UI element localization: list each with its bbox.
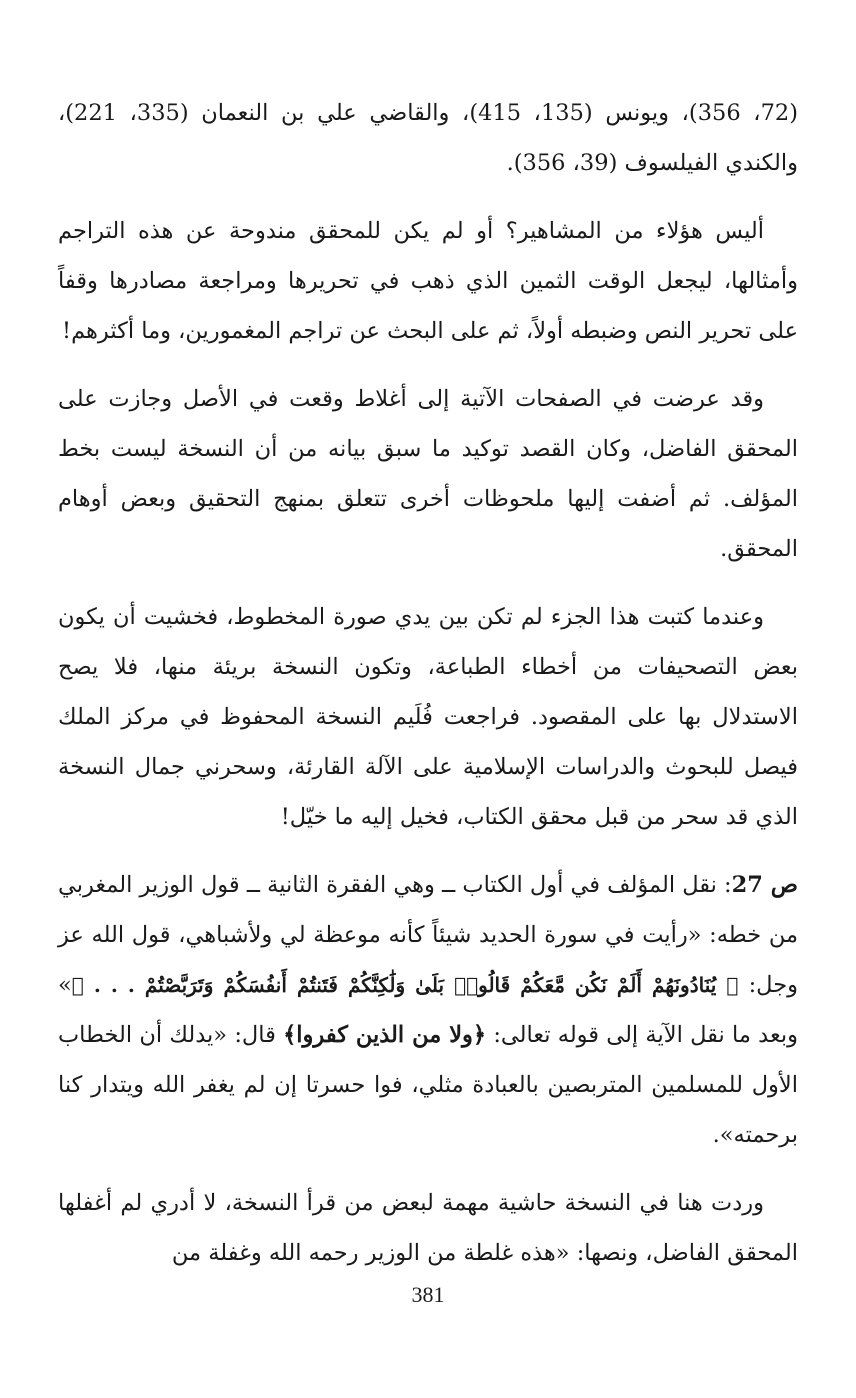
entry-label: ص 27 bbox=[731, 872, 798, 898]
paragraph-manuscript: وعندما كتبت هذا الجزء لم تكن بين يدي صورة المخطوط، فخشيت أن يكون بعض التصحيفات من أخطاء الطباعة، وتكون النسخة بريئة منها، فلا يصح الاستدلال بها على المقصود. فراجعت فُلَيم النسخة المحفوظ في مركز الملك فيصل للبحوث والدراسات الإسلامية على الآلة القارئة، وسحرني جمال النسخة الذي قد سحر من قبل محقق الكتاب، فخيل إليه ما خيّل! bbox=[58, 604, 798, 830]
paragraph-citations: (72، 356)، ويونس (135، 415)، والقاضي علي بن النعمان (335، 221)، والكندي الفيلسوف (39، 356). bbox=[58, 100, 798, 176]
entry-text-3: قال: «يدلك أن الخطاب الأول للمسلمين المتربصين بالعبادة مثلي، فوا حسرتا إن لم يغفر الله ويتدار كنا برحمته». bbox=[58, 1022, 798, 1148]
quran-verse-2: ﴿ولا من الذين كفروا﴾ bbox=[283, 1022, 487, 1048]
entry-page-27 bbox=[58, 860, 798, 1160]
page-number: 381 bbox=[411, 1282, 445, 1307]
paragraph-marginal-note: وردت هنا في النسخة حاشية مهمة لبعض من قرأ النسخة، لا أدري لم أغفلها المحقق الفاضل، ونصها: «هذه غلطة من الوزير رحمه الله وغفلة من bbox=[58, 1190, 798, 1266]
quran-verse-1: ﴿ يُنَادُونَهُمْ أَلَمْ نَكُن مَّعَكُمْ قَالُوا۟ بَلَىٰ وَلَٰكِنَّكُمْ فَتَنتُمْ أَنفُسَكُمْ وَتَرَبَّصْتُمْ . . . ﴾ bbox=[71, 973, 739, 997]
entry-text-2: » وبعد ما نقل الآية إلى قوله تعالى: bbox=[58, 972, 798, 1048]
entry-text-1: : نقل المؤلف في أول الكتاب ــ وهي الفقرة الثانية ــ قول الوزير المغربي من خطه: «رأيت في سورة الحديد شيئاً كأنه موعظة لي ولأشباهي، قول الله عز وجل: bbox=[57, 872, 798, 998]
page-body bbox=[58, 88, 798, 1296]
paragraph-famous-people: أليس هؤلاء من المشاهير؟ أو لم يكن للمحقق مندوحة عن هذه التراجم وأمثالها، ليجعل الوقت الثمين الذي ذهب في تحريرها ومراجعة مصادرها وقفاً على تحرير النص وضبطه أولاً، ثم على البحث عن تراجم المغمورين، وما أكثرهم! bbox=[58, 218, 798, 344]
paragraph-errors: وقد عرضت في الصفحات الآتية إلى أغلاط وقعت في الأصل وجازت على المحقق الفاضل، وكان القصد توكيد ما سبق بيانه من أن النسخة ليست بخط المؤلف. ثم أضفت إليها ملحوظات أخرى تتعلق بمنهج التحقيق وبعض أوهام المحقق. bbox=[58, 386, 798, 562]
